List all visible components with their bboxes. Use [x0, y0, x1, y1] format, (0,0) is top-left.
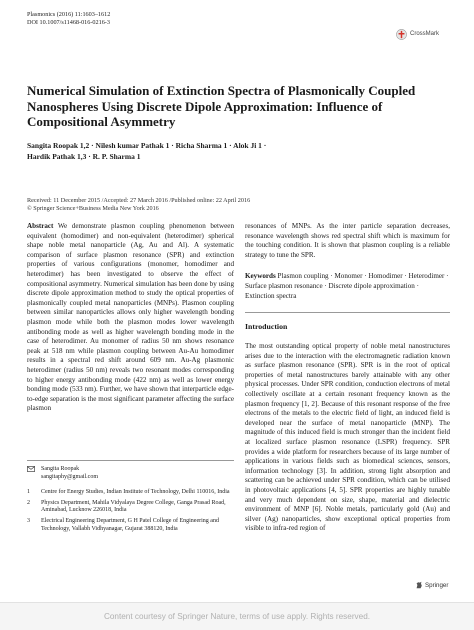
- received-dates: Received: 11 December 2015 /Accepted: 27 March 2016 /Published online: 22 April 2016: [27, 197, 251, 204]
- corresponding-author: [27, 466, 234, 481]
- footer-notice: Content courtesy of Springer Nature, terms of use apply. Rights reserved.: [103, 612, 371, 621]
- journal-citation: Plasmonics (2016) 11:1603–1612: [27, 11, 111, 18]
- doi-link[interactable]: DOI 10.1007/s11468-016-0216-3: [27, 19, 110, 26]
- affiliation-number: 1: [27, 489, 30, 496]
- corresponding-email[interactable]: sangitaphy@gmail.com: [41, 473, 99, 480]
- abstract-label: Abstract: [27, 222, 54, 230]
- affiliation-text: Centre for Energy Studies, Indian Institute of Technology, Delhi 110016, India: [41, 489, 230, 496]
- springer-label: Springer: [425, 581, 449, 589]
- affiliation-2: [27, 500, 234, 515]
- keywords-label: Keywords: [245, 272, 276, 281]
- affiliation-number: 3: [27, 517, 30, 524]
- affiliation-3: [27, 518, 234, 533]
- affiliation-text: Physics Department, Mahila Vidyalaya Degree College, Ganga Prasad Road, Aminabad, Lucknow 226018, India: [41, 499, 226, 514]
- correspondence-block: [27, 466, 234, 536]
- abstract-continuation: resonances of MNPs. As the inter particle separation decreases, resonance wavelength shows red spectral shift which is maximum for the touching condition. It is shown that plasmon coupling is a reliable strategy to tune the SPR.: [245, 222, 450, 259]
- copyright-line: © Springer Science+Business Media New York 2016: [27, 205, 159, 212]
- author-list: [27, 140, 447, 162]
- article-title: Numerical Simulation of Extinction Spectra of Plasmonically Coupled Nanospheres Using Discrete Dipole Approximation: Influence of Compositional Asymmetry: [27, 83, 416, 129]
- introduction-heading: Introduction: [245, 322, 288, 331]
- springer-horse-icon: [415, 581, 423, 589]
- affiliation-text: Electrical Engineering Department, G H Patel College of Engineering and Technology, Vallabh Vidhyanagar, Gujarat 388120, India: [41, 517, 219, 532]
- crossmark-badge[interactable]: [396, 28, 456, 40]
- crossmark-icon: [396, 29, 407, 40]
- abstract-text: We demonstrate plasmon coupling phenomenon between equivalent (homodimer) and non-equivalent (heterodimer) spherical shape noble metal nanoparticle (Ag, Au and Al). A systematic comparison of surface plasmon resonance (SPR) and extinction properties of various configurations (monomer, homodimer and heterodimer) has been investigated to observe the effect of compositional asymmetry. Numerical simulation has been done by using discrete dipole approximation method to study the optical properties of plasmonically coupled metal nanoparticles (MNPs). Plasmon coupling between similar nanoparticles allows only higher wavelength bonding plasmon mode while both the plasmon modes lower wavelength antibonding mode as well as higher wavelength bonding mode in the case of heterodimer. Au monomer of radius 50 nm shows resonance peak at 518 nm while plasmon coupling between Au-Au homodimer results in a spectral red shift around 609 nm. Au-Ag plasmonic heterodimer (radius 50 nm) reveals two resonant modes corresponding to higher energy antibonding mode (422 nm) as well as lower energy bonding mode (533 nm). Further, we have shown that interparticle edge-to-edge separation is the most significant parameter affecting the surface plasmon: [27, 222, 234, 413]
- footnote-divider: [27, 460, 234, 461]
- abstract-continuation-block: [245, 222, 450, 301]
- author-line-2: Hardik Pathak 1,3 · R. P. Sharma 1: [27, 152, 141, 161]
- introduction-text: The most outstanding optical property of noble metal nanostructures arises due to the interaction with the electromagnetic radiation known as surface plasmon resonance (SPR). SPR is in the root of optical properties of metal nanostructures barely attainable with any other physical processes. Under SPR condition, conduction electrons of metal collectively oscillate at a certain resonant frequency known as the plasmon frequency [1, 2]. Because of this resonant response of the free electrons of the metals to the electric field of light, an induced field is developed near the surface of metal nanoparticle (MNP). The magnitude of this induced field is much stronger than the incident field at localized surface plasmon resonance (LSPR) frequency. SPR provides a wide platform for researchers because of its large number of applications in various fields such as biomedical sciences, sensors, information technology [3]. In addition, strong light absorption and scattering can be achieved under SPR condition, which can be utilised in photovoltaic applications [4, 5]. SPR properties are highly tunable and very much dependent on size, shape, material and dielectric environment of MNP [6]. Noble metals, particularly gold (Au) and silver (Ag) nanoparticles, show exceptional optical properties from visible to infra-red region of: [245, 342, 450, 533]
- section-divider: [245, 312, 450, 313]
- abstract-block: [27, 222, 234, 414]
- affiliation-number: 2: [27, 499, 30, 506]
- publication-dates: [27, 197, 447, 213]
- springer-logo: [415, 581, 448, 589]
- author-line-1: Sangita Roopak 1,2 · Nilesh kumar Pathak 1 · Richa Sharma 1 · Alok Ji 1 ·: [27, 141, 267, 150]
- affiliation-1: [27, 489, 234, 497]
- corresponding-name: Sangita Roopak: [41, 466, 80, 472]
- keywords-block: [245, 272, 450, 301]
- crossmark-label: CrossMark: [410, 31, 440, 37]
- keywords-text: Plasmon coupling · Monomer · Homodimer · Heterodimer · Surface plasmon resonance · Discrete dipole approximation · Extinction spectra: [245, 272, 449, 300]
- envelope-icon: [27, 466, 35, 472]
- journal-header: [27, 11, 110, 27]
